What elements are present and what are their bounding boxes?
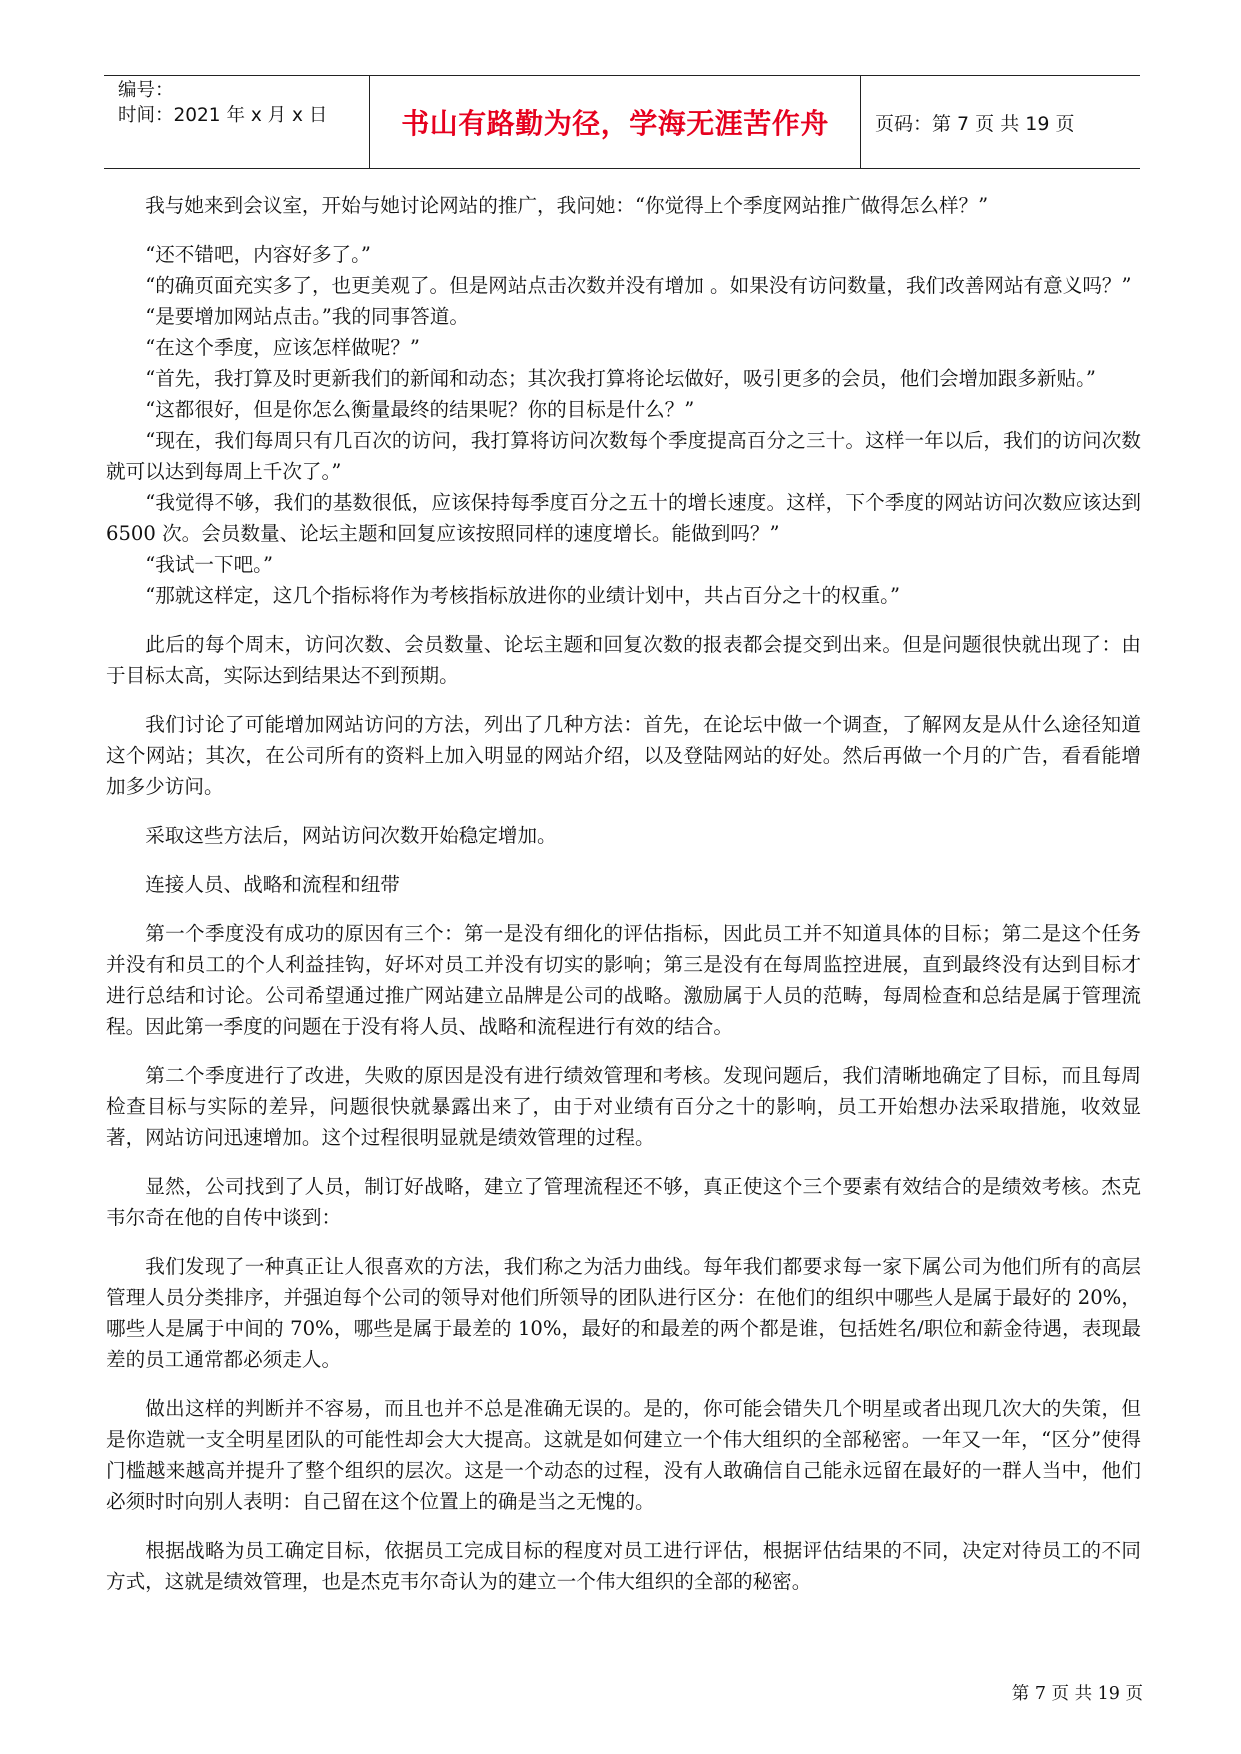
paragraph: 做出这样的判断并不容易，而且也并不总是准确无误的。是的，你可能会错失几个明星或者出现几次大的失策，但是你造就一支全明星团队的可能性却会大大提高。这就是如何建立一个伟大组织的全部秘密。一年又一年，“区分”使得门槛越来越高并提升了整个组织的层次。这是一个动态的过程，没有人敢确信自己能永远留在最好的一群人当中，他们必须时时向别人表明：自己留在这个位置上的确是当之无愧的。 — [106, 1397, 1141, 1513]
header-motto: 书山有路勤为径，学海无涯苦作舟 — [401, 107, 829, 140]
paragraph: 第一个季度没有成功的原因有三个：第一是没有细化的评估指标，因此员工并不知道具体的目标；第二是这个任务并没有和员工的个人利益挂钩，好坏对员工并没有切实的影响；第三是没有在每周监控进展，直到最终没有达到目标才进行总结和讨论。公司希望通过推广网站建立品牌是公司的战略。激励属于人员的范畴，每周检查和总结是属于管理流程。因此第一季度的问题在于没有将人员、战略和流程进行有效的结合。 — [106, 922, 1141, 1038]
section-heading: 连接人员、战略和流程和纽带 — [145, 873, 400, 896]
paragraph: “我觉得不够，我们的基数很低，应该保持每季度百分之五十的增长速度。这样，下个季度的网站访问次数应该达到 6500 次。会员数量、论坛主题和回复应该按照同样的速度增长。能做到吗？” — [106, 491, 1141, 545]
paragraph: “还不错吧，内容好多了。” — [145, 243, 371, 266]
document-time-label: 时间：2021 年 x 月 x 日 — [118, 105, 328, 126]
paragraph: “现在，我们每周只有几百次的访问，我打算将访问次数每个季度提高百分之三十。这样一年以后，我们的访问次数就可以达到每周上千次了。” — [106, 429, 1141, 483]
paragraph: 此后的每个周末，访问次数、会员数量、论坛主题和回复次数的报表都会提交到出来。但是问题很快就出现了：由于目标太高，实际达到结果达不到预期。 — [106, 633, 1141, 687]
paragraph: 显然，公司找到了人员，制订好战略，建立了管理流程还不够，真正使这个三个要素有效结合的是绩效考核。杰克韦尔奇在他的自传中谈到： — [106, 1175, 1141, 1229]
paragraph: 第二个季度进行了改进，失败的原因是没有进行绩效管理和考核。发现问题后，我们清晰地确定了目标，而且每周检查目标与实际的差异，问题很快就暴露出来了，由于对业绩有百分之十的影响，员工开始想办法采取措施，收效显著，网站访问迅速增加。这个过程很明显就是绩效管理的过程。 — [106, 1064, 1141, 1149]
page-footer — [1012, 1680, 1143, 1705]
paragraph: 采取这些方法后，网站访问次数开始稳定增加。 — [145, 824, 557, 847]
paragraph: “首先，我打算及时更新我们的新闻和动态；其次我打算将论坛做好，吸引更多的会员，他们会增加跟多新贴。” — [145, 367, 1096, 390]
paragraph: “的确页面充实多了，也更美观了。但是网站点击次数并没有增加 。如果没有访问数量，我们改善网站有意义吗？” — [145, 274, 1132, 297]
paragraph: 我们讨论了可能增加网站访问的方法，列出了几种方法：首先，在论坛中做一个调查，了解网友是从什么途径知道这个网站；其次，在公司所有的资料上加入明显的网站介绍，以及登陆网站的好处。然后再做一个月的广告，看看能增加多少访问。 — [106, 713, 1141, 798]
paragraph: “那就这样定，这几个指标将作为考核指标放进你的业绩计划中，共占百分之十的权重。” — [145, 584, 900, 607]
page-header — [104, 75, 1140, 169]
paragraph: “是要增加网站点击。”我的同事答道。 — [145, 305, 469, 328]
document-number-label: 编号： — [118, 80, 174, 101]
paragraph: 我们发现了一种真正让人很喜欢的方法，我们称之为活力曲线。每年我们都要求每一家下属公司为他们所有的高层管理人员分类排序，并强迫每个公司的领导对他们所领导的团队进行区分：在他们的组织中哪些人是属于最好的 20%，哪些人是属于中间的 70%，哪些是属于最差的 10%，最好的和最差的两个都是谁，包括姓名/职位和薪金待遇，表现最差的员工通常都必须走人。 — [106, 1255, 1141, 1371]
document-body — [106, 190, 1141, 1597]
footer-page-number: 第 7 页 共 19 页 — [1011, 1684, 1143, 1704]
paragraph: 我与她来到会议室，开始与她讨论网站的推广，我问她：“你觉得上个季度网站推广做得怎么样？” — [145, 194, 989, 217]
header-motto-cell — [369, 76, 861, 168]
paragraph: “在这个季度，应该怎样做呢？” — [145, 336, 420, 359]
paragraph: “我试一下吧。” — [145, 553, 273, 576]
paragraph: “这都很好，但是你怎么衡量最终的结果呢？你的目标是什么？” — [145, 398, 695, 421]
header-page-cell — [861, 76, 1140, 168]
header-page-number: 页码：第 7 页 共 19 页 — [875, 112, 1075, 135]
header-meta-cell — [104, 76, 369, 168]
paragraph: 根据战略为员工确定目标，依据员工完成目标的程度对员工进行评估，根据评估结果的不同，决定对待员工的不同方式，这就是绩效管理，也是杰克韦尔奇认为的建立一个伟大组织的全部的秘密。 — [106, 1539, 1141, 1593]
